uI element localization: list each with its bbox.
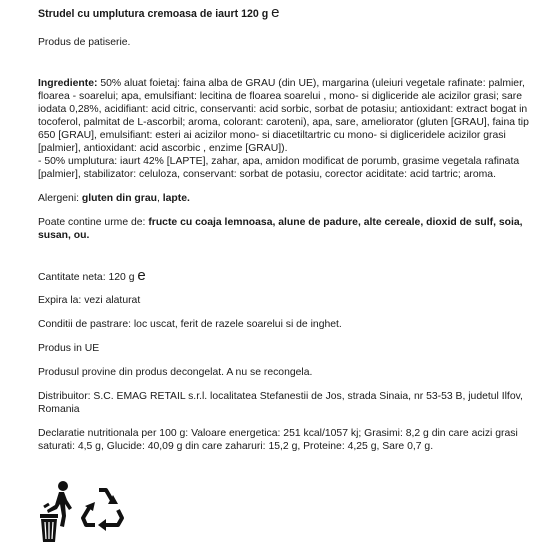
allergen-milk: lapte [162, 193, 187, 204]
net-quantity-text: Cantitate neta: 120 g e [38, 267, 146, 284]
nutrition-text: Declaratie nutritionala per 100 g: Valoare energetica: 251 kcal/1057 kj; Grasimi: 8,2 g din care acizi grasi saturati: 4,5 g, Glucide: 40,09 g din care zaharuri: 15,2 g, Proteine: 4,25 g, Sare 0,7 g. [38, 428, 518, 452]
ingredients-part1: 50% aluat foietaj: faina alba de GRAU (din UE), margarina (uleiuri vegetale rafinate: palmier, floarea - soarelui; apa, emulsifiant: lecitina de floarea soarelui , mono- si digliceride ale acizilor grasi; sare iodata 0,28%, acidifiant: acid citric, conservanti: acid sorbic, sorbat de potasiu; antioxidant: extract bogat in tocoferol, palmitat de L-ascorbil; aroma, colorant: caroteni), apa, sare, ameliorator (gluten [GRAU], faina tip 650 [GRAU], emulsifiant: esteri ai acizilor mono- si diacetiltartric cu mono- si digliceridele acizilor grasi [palmier], antioxidant: acid ascorbic , enzime [GRAU]). [38, 78, 529, 154]
ingredients-text [38, 77, 538, 181]
estimate-mark-icon: e [137, 267, 146, 284]
product-title: Strudel cu umplutura cremoasa de iaurt 120 g e [38, 4, 280, 21]
distributor-text: Distribuitor: S.C. EMAG RETAIL s.r.l. localitatea Stefanestii de Jos, strada Sinaia, nr 53-53 B, judetul Ilfov, Romania [38, 391, 523, 415]
ingredients-part2: - 50% umplutura: iaurt 42% [LAPTE], zahar, apa, amidon modificat de porumb, grasime vegetala rafinata [palmier], stabilizator: celuloza, conservant: sorbat de potasiu, corector aciditate: acid tartric; aroma. [38, 156, 520, 180]
estimate-mark-icon: e [271, 4, 280, 21]
product-label [38, 4, 538, 453]
tidyman-bin-icon [38, 480, 74, 544]
category-text: Produs de patiserie. [38, 37, 131, 48]
disposal-symbols [38, 480, 128, 544]
ingredients-label: Ingrediente: [38, 78, 98, 89]
may-contain-text: Poate contine urme de: fructe cu coaja lemnoasa, alune de padure, alte cereale, dioxid de sulf, soia, susan, ou. [38, 217, 523, 241]
origin-text: Produs in UE [38, 343, 100, 354]
expiry-text: Expira la: vezi alaturat [38, 295, 141, 306]
storage-text: Conditii de pastrare: loc uscat, ferit de razele soarelui si de inghet. [38, 319, 342, 330]
recycle-icon [78, 482, 128, 532]
may-contain-items: fructe cu coaja lemnoasa, alune de padure, alte cereale, dioxid de sulf, soia, susan, ou. [38, 217, 523, 241]
allergen-gluten: gluten din grau [81, 193, 157, 204]
allergens-text: Alergeni: gluten din grau, lapte. [38, 193, 190, 204]
thawed-note-text: Produsul provine din produs decongelat. A nu se recongela. [38, 367, 313, 378]
